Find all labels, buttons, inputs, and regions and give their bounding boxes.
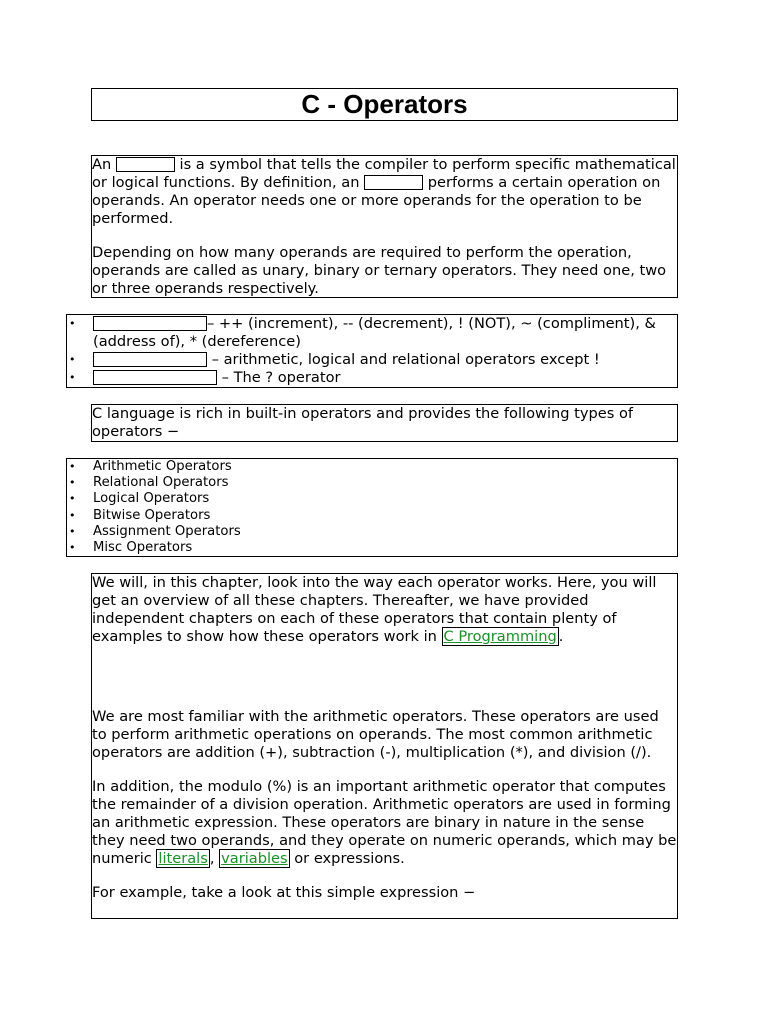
chapter-paragraph-1: We will, in this chapter, look into the way each operator works. Here, you will get an overview of all these chapters. Thereafter, we have provided independent chapters on each of these operators that contain plenty of examples to show how these operators work in C Programming . <box>92 574 657 645</box>
types-intro-box <box>91 404 678 442</box>
chapter-paragraph-4: For example, take a look at this simple expression − <box>92 884 476 901</box>
c-programming-link[interactable]: C Programming <box>443 628 557 645</box>
list-item: • Relational Operators <box>67 475 677 491</box>
blank-field <box>116 157 175 172</box>
intro-box <box>91 155 678 298</box>
types-intro: C language is rich in built-in operators and provides the following types of operators − <box>92 405 634 440</box>
list-item: • Misc Operators <box>67 540 677 556</box>
list-item: • Bitwise Operators <box>67 508 677 524</box>
blank-field <box>93 370 217 385</box>
intro-paragraph-1: An is a symbol that tells the compiler to perform specific mathematical or logical functions. By definition, an performs a certain operation on operands. An operator needs one or more operands for the operation to be performed. <box>92 156 676 227</box>
blank-field <box>93 352 207 367</box>
list-item: • Assignment Operators <box>67 524 677 540</box>
operator-types-list <box>66 458 678 557</box>
list-item: • – ++ (increment), -- (decrement), ! (NOT), ~ (compliment), & (address of), * (dereference) <box>67 315 677 351</box>
list-item: • Logical Operators <box>67 491 677 507</box>
operand-types-list <box>66 314 678 388</box>
blank-field <box>93 316 207 331</box>
literals-link[interactable]: literals <box>158 850 208 867</box>
chapter-paragraph-2: We are most familiar with the arithmetic operators. These operators are used to perform arithmetic operations on operands. The most common arithmetic operators are addition (+), subtraction (-), multiplication (*), and division (/). <box>92 708 659 761</box>
variables-link[interactable]: variables <box>221 850 288 867</box>
chapter-paragraph-3: In addition, the modulo (%) is an important arithmetic operator that computes the remainder of a division operation. Arithmetic operators are used in forming an arithmetic expression. These operators are binary in nature in the sense they need two operands, and they operate on numeric operands, which may be numeric literals , variables or expressions. <box>92 778 677 867</box>
blank-field <box>364 175 423 190</box>
title-box <box>91 88 678 121</box>
list-item: • – arithmetic, logical and relational operators except ! <box>67 351 677 369</box>
list-item: • Arithmetic Operators <box>67 459 677 475</box>
intro-paragraph-2: Depending on how many operands are required to perform the operation, operands are called as unary, binary or ternary operators. They need one, two or three operands respectively. <box>92 244 667 297</box>
chapter-box <box>91 573 678 919</box>
list-item: • – The ? operator <box>67 369 677 387</box>
page-title: C - Operators <box>301 89 468 119</box>
